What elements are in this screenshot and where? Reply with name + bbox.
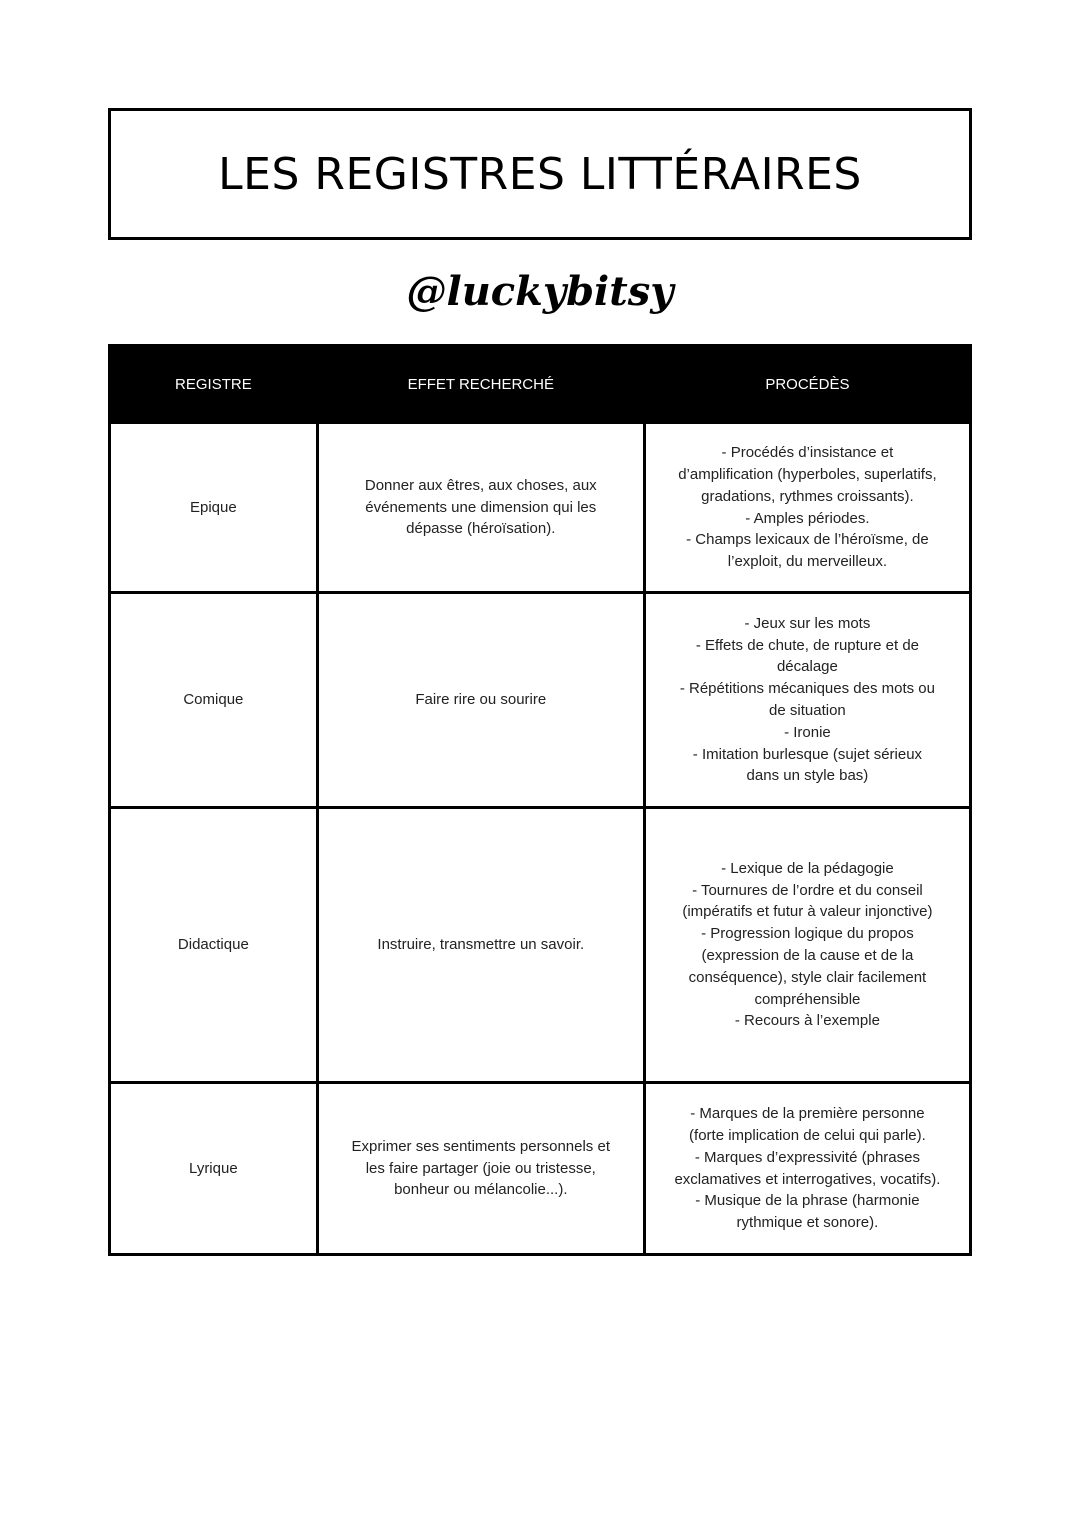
procede-line: - Musique de la phrase (harmonie [695,1192,920,1210]
procedes-cell [644,808,970,1083]
procede-line: l’exploit, du merveilleux. [727,553,888,571]
table-row [110,423,971,593]
header-registre: REGISTRE [110,346,318,423]
procede-line: de situation [769,702,846,719]
effet-cell: Donner aux êtres, aux choses, aux événements une dimension qui les dépasse (héroïsation). [317,423,644,593]
procede-line: rythmique et sonore). [736,1214,879,1232]
procede-line: - Répétitions mécaniques des mots ou [679,680,935,698]
procede-line: - Progression logique du propos [701,925,914,943]
registre-cell: Comique [110,593,318,808]
page-title: LES REGISTRES LITTÉRAIRES [218,148,862,200]
procede-line: (expression de la cause et de la [701,947,914,964]
procede-line: compréhensible [754,990,861,1008]
effet-cell: Instruire, transmettre un savoir. [317,808,644,1083]
procede-line: - Marques d’expressivité (phrases [694,1148,920,1166]
procede-line: exclamatives et interrogatives, vocatifs). [674,1170,941,1188]
table-row [110,1083,971,1255]
table-row [110,593,971,808]
procede-line: - Lexique de la pédagogie [721,859,894,877]
procede-line: - Effets de chute, de rupture et de [695,636,920,654]
procede-line: - Champs lexicaux de l’héroïsme, de [686,531,929,549]
procede-line: - Amples périodes. [745,509,870,527]
author-handle: @luckybitsy [406,268,674,315]
effet-cell: Exprimer ses sentiments personnels et les faire partager (joie ou tristesse, bonheur ou mélancolie...). [317,1083,644,1255]
effet-cell: Faire rire ou sourire [317,593,644,808]
registre-cell: Didactique [110,808,318,1083]
procedes-cell [644,593,970,808]
procede-line: (forte implication de celui qui parle). [689,1126,926,1144]
registers-table [108,344,972,1256]
table-header-row [110,346,971,423]
procede-line: dans un style bas) [746,767,869,785]
procede-line: - Procédés d’insistance et [721,444,894,462]
procede-line: d’amplification (hyperboles, superlatifs, [678,465,937,483]
procede-line: - Ironie [784,723,831,741]
header-effet: EFFET RECHERCHÉ [317,346,644,423]
registre-cell: Epique [110,423,318,593]
title-box [108,108,972,240]
registre-cell: Lyrique [110,1083,318,1255]
procede-line: - Imitation burlesque (sujet sérieux [692,745,923,763]
procede-line: conséquence), style clair facilement [688,968,927,986]
procede-line: gradations, rythmes croissants). [701,487,914,505]
procede-line: décalage [776,658,838,676]
procede-line: - Recours à l’exemple [734,1012,880,1030]
procede-line: - Tournures de l’ordre et du conseil [692,881,923,899]
procedes-cell [644,1083,970,1255]
procede-line: - Marques de la première personne [690,1105,925,1123]
procede-line: - Jeux sur les mots [744,614,871,632]
table-row [110,808,971,1083]
header-procedes: PROCÉDÈS [644,346,970,423]
procede-line: (impératifs et futur à valeur injonctive) [682,903,933,921]
procedes-cell [644,423,970,593]
